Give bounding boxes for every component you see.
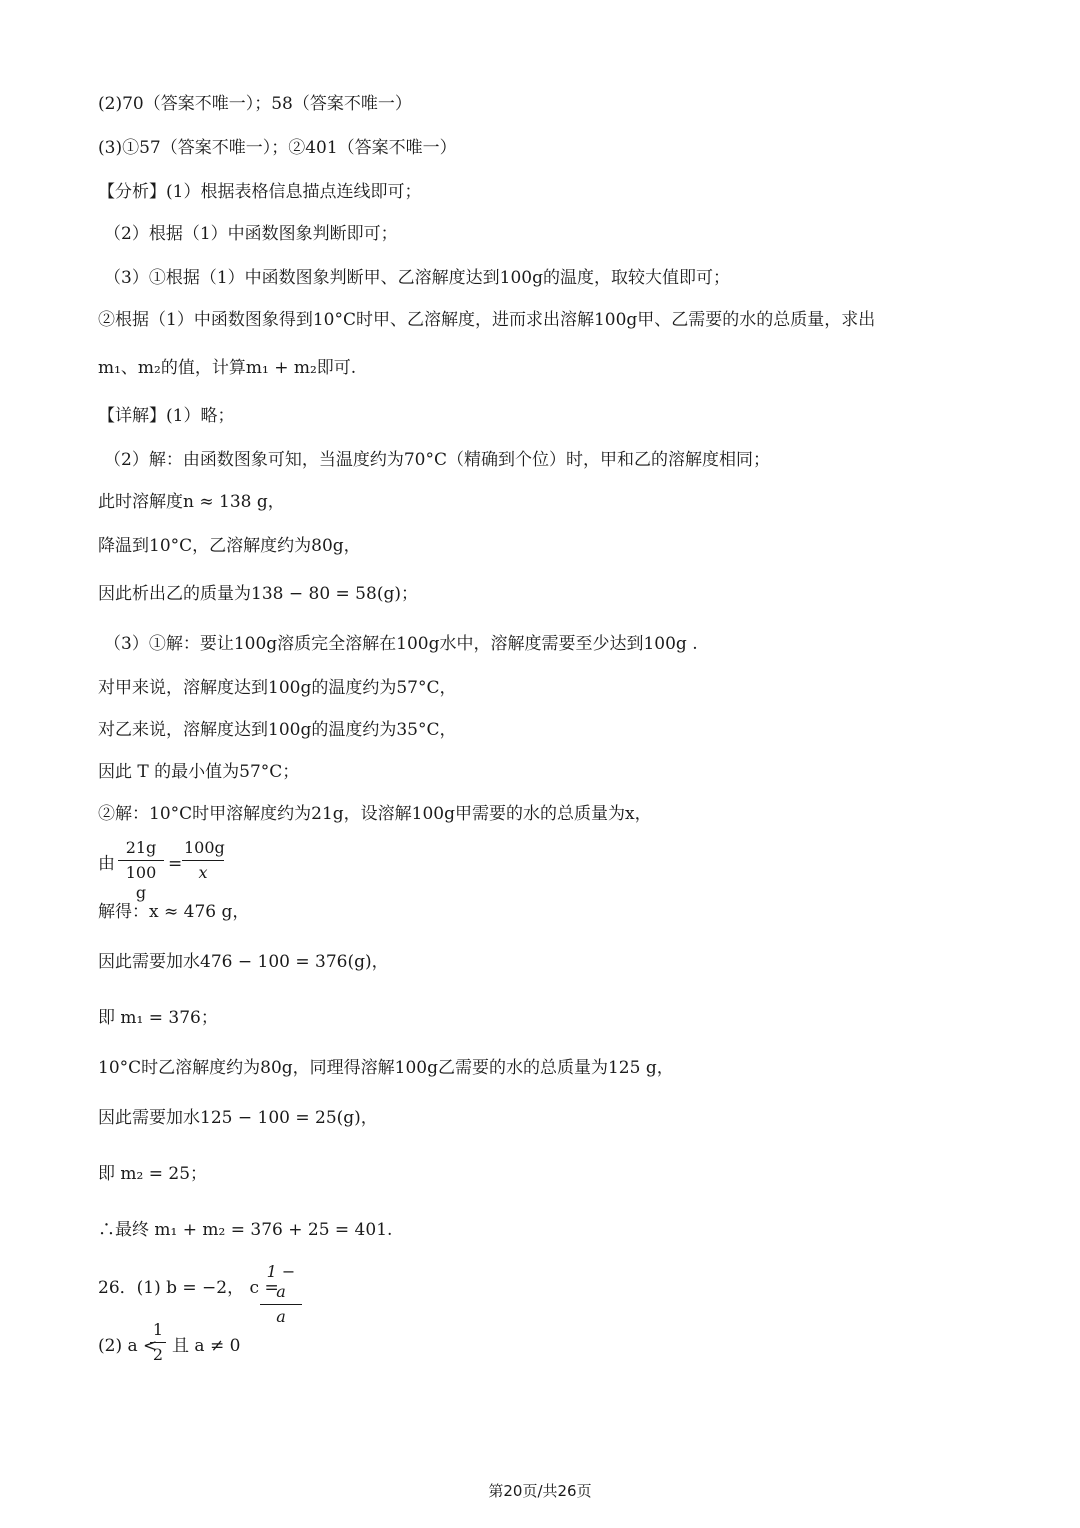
fraction-denominator: 2: [152, 1345, 164, 1364]
q26-part1: 26．(1) b = −2， c =: [98, 1278, 279, 1298]
fraction-denominator: 100 g: [125, 863, 157, 902]
fraction-1-minus-a-over-a: [260, 1262, 302, 1327]
answer-line-2: (2)70（答案不唯一）；58（答案不唯一）: [98, 94, 412, 114]
fraction-prefix: 由: [98, 854, 115, 874]
fraction-numerator: 21g: [125, 838, 157, 857]
fraction-one-half: [150, 1320, 166, 1365]
analysis-heading: 【分析】(1）根据表格信息描点连线即可；: [98, 182, 422, 202]
equals-sign: =: [168, 854, 183, 874]
analysis-line-4: ②根据（1）中函数图象得到10°C时甲、乙溶解度，进而求出溶解100g甲、乙需要的水的总质量，求出: [98, 310, 876, 330]
detail-line-14: 即 m₁ = 376；: [98, 1008, 218, 1028]
page-footer: 第20页/共26页: [488, 1482, 592, 1500]
detail-line-5: 因此析出乙的质量为138 − 80 = 58(g)；: [98, 584, 418, 604]
fraction-bar: [182, 860, 224, 861]
fraction-21-over-100: [118, 838, 164, 903]
fraction-denominator: a: [276, 1307, 286, 1326]
q26-part2-suffix: 且 a ≠ 0: [172, 1336, 241, 1356]
fraction-denominator: x: [198, 863, 208, 882]
detail-line-16: 因此需要加水125 − 100 = 25(g)，: [98, 1108, 378, 1128]
detail-line-7: 对甲来说，溶解度达到100g的温度约为57°C，: [98, 678, 457, 698]
fraction-numerator: 1: [152, 1320, 164, 1339]
detail-line-2: （2）解：由函数图象可知，当温度约为70°C（精确到个位）时，甲和乙的溶解度相同；: [104, 450, 770, 470]
detail-line-3: 此时溶解度n ≈ 138 g，: [98, 492, 285, 512]
detail-line-9: 因此 T 的最小值为57°C；: [98, 762, 300, 782]
analysis-line-5: m₁、m₂的值，计算m₁ + m₂即可.: [98, 358, 357, 378]
fraction-bar: [118, 860, 164, 861]
detail-line-6: （3）①解：要让100g溶质完全溶解在100g水中，溶解度需要至少达到100g .: [104, 634, 698, 654]
fraction-numerator: 100g: [184, 838, 225, 857]
fraction-bar: [260, 1304, 302, 1305]
detail-line-8: 对乙来说，溶解度达到100g的温度约为35°C，: [98, 720, 457, 740]
analysis-line-3: （3）①根据（1）中函数图象判断甲、乙溶解度达到100g的温度，取较大值即可；: [104, 268, 730, 288]
detail-line-12: 解得：x ≈ 476 g，: [98, 902, 250, 922]
detail-line-4: 降温到10°C，乙溶解度约为80g，: [98, 536, 361, 556]
detail-line-18: ∴最终 m₁ + m₂ = 376 + 25 = 401.: [98, 1220, 393, 1240]
fraction-100-over-x: [182, 838, 224, 883]
detail-line-10: ②解：10°C时甲溶解度约为21g，设溶解100g甲需要的水的总质量为x，: [98, 804, 652, 824]
answer-line-3: (3)①57（答案不唯一）；②401（答案不唯一）: [98, 138, 457, 158]
fraction-numerator: 1 − a: [266, 1262, 296, 1301]
q26-part2: (2) a <: [98, 1336, 158, 1356]
detail-line-13: 因此需要加水476 − 100 = 376(g)，: [98, 952, 389, 972]
detail-heading: 【详解】(1）略；: [98, 406, 235, 426]
detail-line-17: 即 m₂ = 25；: [98, 1164, 208, 1184]
analysis-line-2: （2）根据（1）中函数图象判断即可；: [104, 224, 398, 244]
fraction-bar: [150, 1342, 166, 1343]
detail-line-15: 10°C时乙溶解度约为80g，同理得溶解100g乙需要的水的总质量为125 g，: [98, 1058, 674, 1078]
